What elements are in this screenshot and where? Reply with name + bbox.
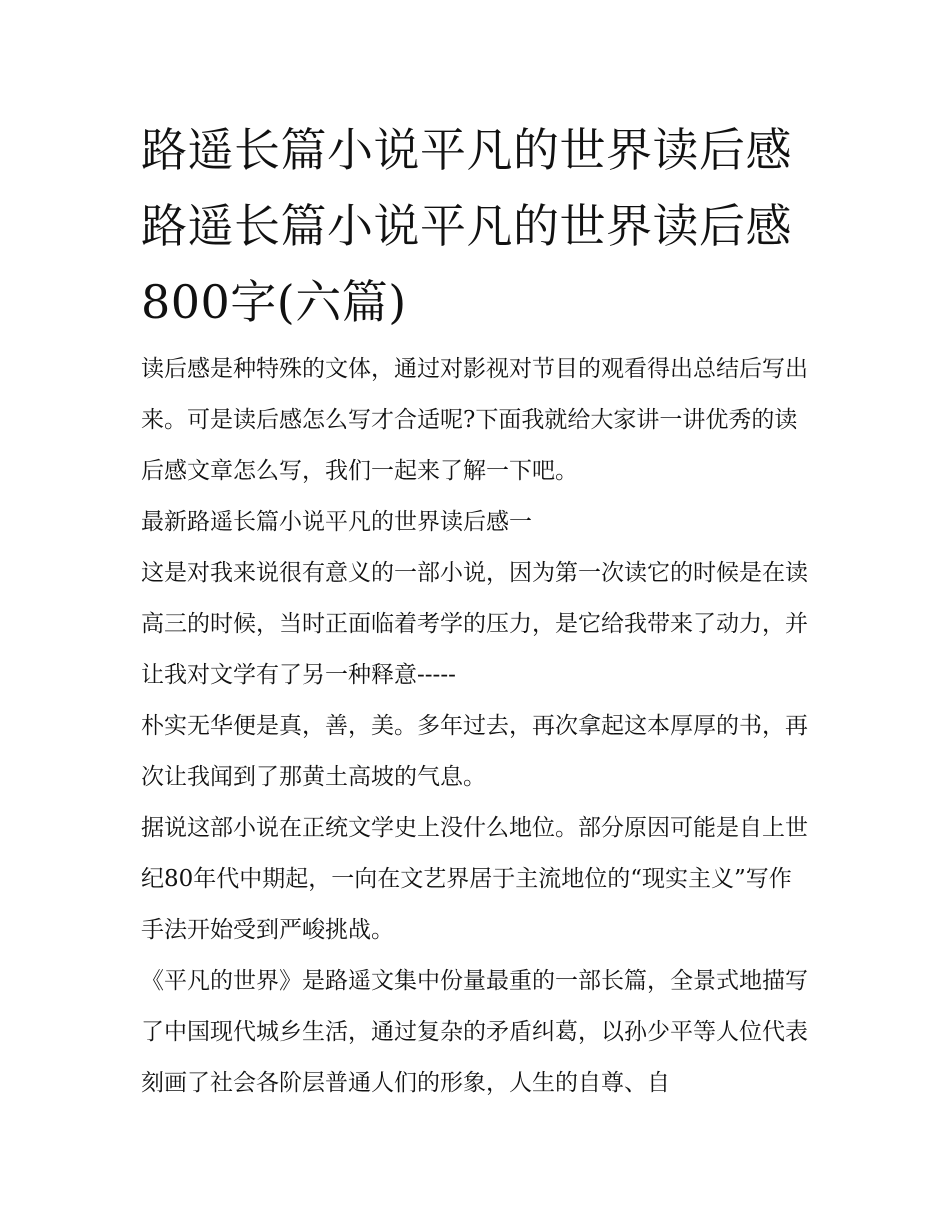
section-heading: 最新路遥长篇小说平凡的世界读后感一 bbox=[141, 509, 532, 535]
body-paragraph: 据说这部小说在正统文学史上没什么地位。部分原因可能是自上世纪80年代中期起，一向在文艺界居于主流地位的“现实主义”写作手法开始受到严峻挑战。 bbox=[141, 815, 808, 943]
body-paragraph: 朴实无华便是真，善，美。多年过去，再次拿起这本厚厚的书，再次让我闻到了那黄土高坡的气息。 bbox=[141, 713, 808, 790]
body-paragraph: 这是对我来说很有意义的一部小说，因为第一次读它的时候是在读高三的时候，当时正面临着考学的压力，是它给我带来了动力，并让我对文学有了另一种释意----- bbox=[141, 560, 808, 688]
document-page bbox=[141, 112, 813, 1109]
document-title: 路遥长篇小说平凡的世界读后感 路遥长篇小说平凡的世界读后感800字(六篇) bbox=[141, 123, 792, 329]
body-paragraph: 《平凡的世界》是路遥文集中份量最重的一部长篇，全景式地描写了中国现代城乡生活，通过复杂的矛盾纠葛，以孙少平等人位代表刻画了社会各阶层普通人们的形象，人生的自尊、自 bbox=[141, 968, 808, 1096]
intro-paragraph: 读后感是种特殊的文体，通过对影视对节目的观看得出总结后写出来。可是读后感怎么写才合适呢?下面我就给大家讲一讲优秀的读后感文章怎么写，我们一起来了解一下吧。 bbox=[141, 356, 808, 484]
